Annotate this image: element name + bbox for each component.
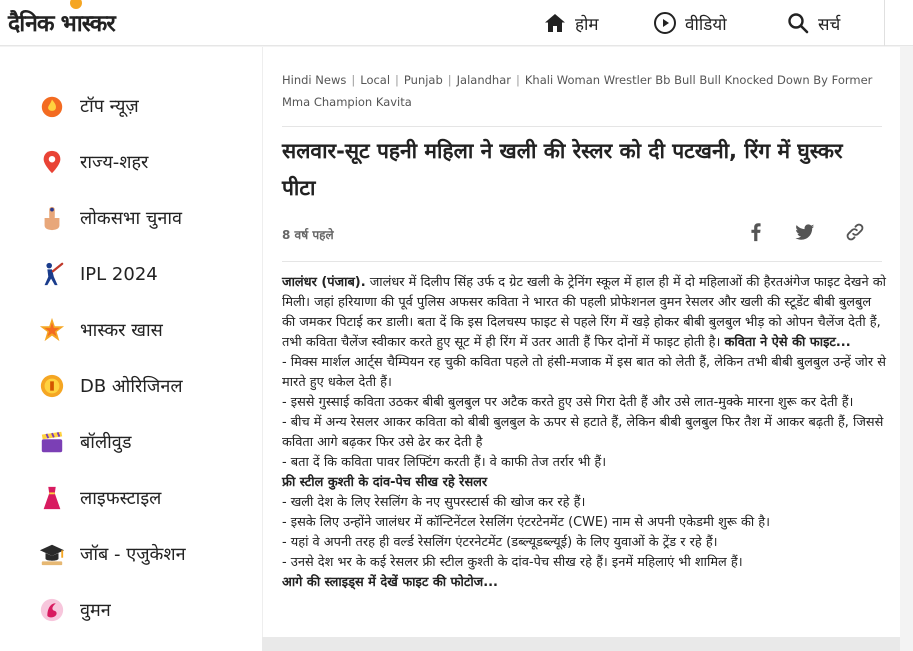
list-item: - बता दें कि कविता पावर लिफ्टिंग करती हैं। वे काफी तेज तर्रार भी हैं। — [282, 455, 607, 470]
nav-home-label: होम — [575, 14, 599, 35]
slides-callout-text: आगे की स्लाइड्स में देखें फाइट की फोटोज... — [282, 575, 498, 590]
sidebar-item-lifestyle[interactable] — [38, 480, 161, 516]
sidebar-item-label: DB ओरिजिनल — [80, 376, 183, 397]
sidebar-item-top-news[interactable] — [38, 88, 139, 124]
clapperboard-icon — [38, 428, 66, 456]
play-circle-icon — [653, 11, 677, 35]
sidebar-item-label: लाइफस्टाइल — [80, 488, 162, 509]
sidebar — [0, 47, 262, 651]
list-item: - इससे गुस्साई कविता उठकर बीबी बुलबुल पर अटैक करते हुए उसे गिरा देती हैं और उसे लात-मुक्के मारना शुरू कर देती हैं। — [282, 395, 854, 410]
intro-bold: कविता ने ऐसे की फाइट... — [724, 335, 851, 350]
cricket-batsman-icon — [38, 260, 66, 288]
subheading-text: फ्री स्टील कुश्ती के दांव-पेच सीख रहे रेसलर — [282, 475, 488, 490]
twitter-icon — [794, 221, 816, 243]
divider — [282, 126, 882, 127]
dress-icon — [38, 484, 66, 512]
sidebar-item-state-city[interactable] — [38, 144, 148, 180]
fire-icon — [38, 92, 66, 120]
home-icon — [543, 11, 567, 35]
breadcrumb-separator: | — [351, 73, 356, 87]
sidebar-item-label: राज्य-शहर — [80, 152, 149, 173]
nav-video-link[interactable] — [653, 0, 727, 46]
article-body — [282, 273, 886, 593]
list-item: - मिक्स मार्शल आर्ट्स चैम्पियन रह चुकी कविता पहले तो हंसी-मजाक में इस बात को लेती हैं, लेकिन तभी बीबी बुलबुल उन्हें जोर से मारते हुए धकेल देती हैं। — [282, 355, 886, 390]
nav-search-label: सर्च — [818, 14, 841, 35]
article-headline: सलवार-सूट पहनी महिला ने खली की रेस्लर को दी पटखनी, रिंग में घुस्कर पीटा — [282, 139, 843, 200]
search-icon — [786, 11, 810, 35]
list-item: - बीच में अन्य रेसलर आकर कविता को बीबी बुलबुल के ऊपर से हटाते हैं, लेकिन बीबी बुलबुल फिर तैश में आकर बढ़ती हैं, जिससे कविता आगे बढ़कर फिर उसे ढेर कर देती है — [282, 415, 884, 450]
sidebar-item-bollywood[interactable] — [38, 424, 131, 460]
sidebar-item-bhaskar-khas[interactable] — [38, 312, 163, 348]
breadcrumb-separator: | — [395, 73, 399, 87]
sidebar-item-label: बॉलीवुड — [80, 432, 132, 453]
copy-link-button[interactable] — [842, 219, 868, 245]
twitter-share-button[interactable] — [792, 219, 818, 245]
sidebar-item-label: भास्कर खास — [80, 320, 163, 341]
section-subheading — [282, 473, 886, 493]
sidebar-item-db-original[interactable] — [38, 368, 183, 404]
article-panel — [262, 47, 900, 637]
list-item: - खली देश के लिए रेसलिंग के नए सुपरस्टार्स की खोज कर रहे हैं। — [282, 495, 586, 510]
slides-callout — [282, 573, 886, 593]
nav-search-link[interactable] — [786, 0, 840, 46]
logo-sun-icon — [70, 0, 82, 9]
list-item: - यहां वे अपनी तरह ही वर्ल्ड रेसलिंग एंटरनेटमेंट (डब्ल्यूडब्ल्यूई) के लिए युवाओं के ट्रेंड र रहे हैं। — [282, 535, 718, 550]
sidebar-item-label: IPL 2024 — [80, 263, 158, 285]
facebook-share-button[interactable] — [743, 219, 769, 245]
sidebar-item-label: जॉब - एजुकेशन — [80, 544, 186, 565]
woman-icon — [38, 596, 66, 624]
voting-finger-icon — [38, 204, 66, 232]
divider — [282, 261, 882, 262]
publish-time: 8 वर्ष पहले — [282, 228, 334, 242]
page-bottom-strip — [262, 637, 900, 651]
breadcrumb-jalandhar[interactable]: Jalandhar — [456, 73, 511, 87]
article-intro — [282, 273, 886, 353]
dateline: जालंधर (पंजाब). — [282, 275, 366, 290]
nav-video-label: वीडियो — [685, 14, 727, 35]
intro-text: जालंधर में दिलीप सिंह उर्फ द ग्रेट खली के ट्रेनिंग स्कूल में हाल ही में दो महिलाओं की हैरतअंगेज फाइट देखने को मिली। जहां हरियाणा की पूर्व पुलिस अफसर कविता ने भारत की पहली प्रोफेशनल वुमन रेसलर और खली की स्टूडेंट बीबी बुलबुल की जमकर पिटाई कर डाली। बता दें कि इस दिलचस्प फाइट से पहले रिंग में खड़े होकर बीबी बुलबुल भीड़ को ओपन चैलेंज देती हैं, तभी कविता चैलेंज स्वीकार करते हुए सूट में ही रिंग में उतर आती हैं फिर दोनों में फाइट होती है। — [282, 275, 886, 350]
top-bar — [0, 0, 913, 46]
location-pin-icon — [38, 148, 66, 176]
star-icon — [38, 316, 66, 344]
breadcrumb-current: Khali Woman Wrestler Bb Bull Bull Knocked Down By Former Mma Champion Kavita — [282, 73, 873, 109]
list-item: - इसके लिए उन्होंने जालंधर में कॉन्टिनेंटल रेसलिंग एंटरटेनमेंट (CWE) नाम से अपनी एकेडमी शुरू की है। — [282, 515, 771, 530]
logo-text: दैनिक भास्कर — [8, 11, 115, 37]
sidebar-item-loksabha-election[interactable] — [38, 200, 182, 236]
breadcrumb-hindi-news[interactable]: Hindi News — [282, 73, 347, 87]
nav-home-link[interactable] — [543, 0, 599, 46]
breadcrumb-separator: | — [516, 73, 520, 87]
graduation-cap-icon — [38, 540, 66, 568]
list-item: - उनसे देश भर के कई रेसलर फ्री स्टील कुश्ती के दांव-पेच सीख रहे हैं। इनमें महिलाएं भी शामिल हैं। — [282, 555, 743, 570]
sidebar-item-job-education[interactable] — [38, 536, 186, 572]
sidebar-item-label: वुमन — [80, 600, 111, 621]
sidebar-item-label: टॉप न्यूज़ — [80, 96, 139, 117]
site-logo[interactable] — [8, 6, 115, 38]
sidebar-item-ipl-2024[interactable] — [38, 256, 158, 292]
db-original-icon — [38, 372, 66, 400]
link-icon — [844, 221, 866, 243]
sidebar-item-woman[interactable] — [38, 592, 111, 628]
nav-divider — [884, 0, 885, 46]
sidebar-item-label: लोकसभा चुनाव — [80, 208, 182, 229]
facebook-icon — [745, 221, 767, 243]
breadcrumb-separator: | — [447, 73, 452, 87]
breadcrumb — [282, 69, 882, 113]
breadcrumb-local[interactable]: Local — [360, 73, 391, 87]
breadcrumb-punjab[interactable]: Punjab — [403, 73, 443, 87]
